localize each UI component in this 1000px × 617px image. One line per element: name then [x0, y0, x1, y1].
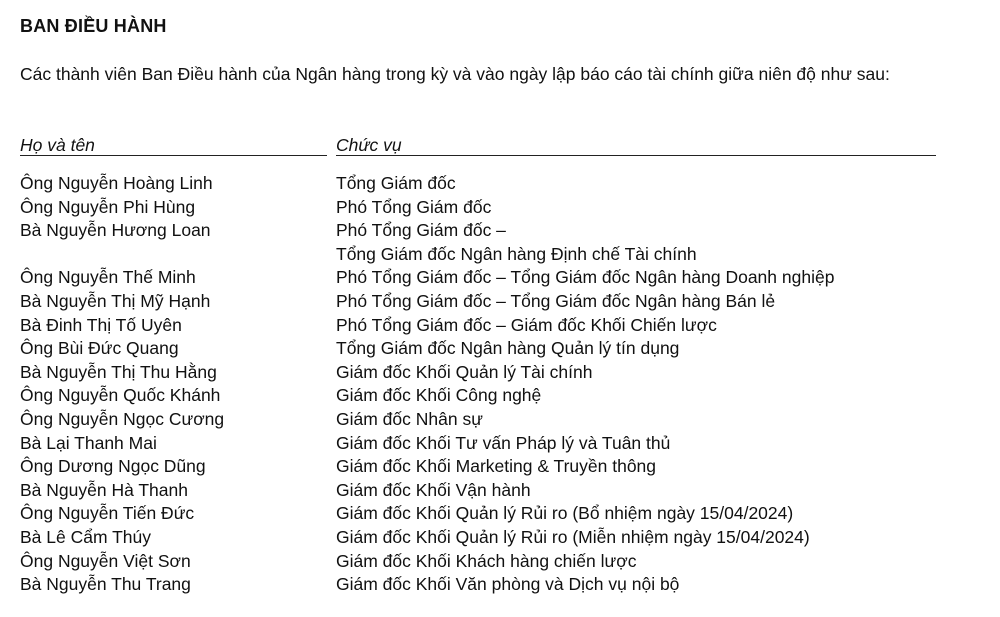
position-line: Giám đốc Khối Quản lý Tài chính — [336, 361, 593, 382]
member-name: Ông Nguyễn Ngọc Cương — [20, 408, 225, 429]
position-line: Giám đốc Khối Văn phòng và Dịch vụ nội bộ — [336, 574, 680, 595]
section-title: BAN ĐIỀU HÀNH — [20, 16, 167, 36]
member-name: Bà Nguyễn Thị Thu Hằng — [20, 361, 217, 382]
table-row — [0, 455, 1000, 479]
header-underline-position — [336, 155, 936, 156]
table-row — [0, 526, 1000, 550]
position-line: Giám đốc Khối Vận hành — [336, 479, 531, 500]
member-name: Ông Dương Ngọc Dũng — [20, 456, 206, 477]
member-position — [336, 432, 976, 456]
table-row — [0, 266, 1000, 290]
position-line: Tổng Giám đốc Ngân hàng Quản lý tín dụng — [336, 338, 680, 359]
position-line: Giám đốc Nhân sự — [336, 408, 483, 429]
table-row — [0, 502, 1000, 526]
member-position — [336, 219, 976, 266]
table-row — [0, 479, 1000, 503]
position-line: Tổng Giám đốc — [336, 173, 456, 193]
member-position — [336, 337, 976, 361]
header-underline-name — [20, 155, 327, 156]
member-position — [336, 172, 976, 196]
member-position — [336, 196, 976, 220]
member-position — [336, 266, 976, 290]
table-row — [0, 337, 1000, 361]
position-line: Phó Tổng Giám đốc — [336, 196, 492, 217]
table-row — [0, 432, 1000, 456]
table-row — [0, 408, 1000, 432]
table-row — [0, 573, 1000, 597]
member-position — [336, 550, 976, 574]
table-row — [0, 384, 1000, 408]
member-position — [336, 502, 976, 526]
position-line: Giám đốc Khối Tư vấn Pháp lý và Tuân thủ — [336, 432, 671, 453]
member-name: Ông Nguyễn Thế Minh — [20, 267, 196, 288]
position-line: Phó Tổng Giám đốc – Tổng Giám đốc Ngân hàng Bán lẻ — [336, 290, 776, 311]
member-position — [336, 526, 976, 550]
column-header-name: Họ và tên — [20, 135, 95, 155]
table-row — [0, 314, 1000, 338]
position-line: Giám đốc Khối Marketing & Truyền thông — [336, 456, 657, 477]
table-row — [0, 550, 1000, 574]
member-name: Bà Nguyễn Hương Loan — [20, 220, 211, 241]
position-line: Phó Tổng Giám đốc – Giám đốc Khối Chiến lược — [336, 314, 717, 335]
member-name: Ông Nguyễn Quốc Khánh — [20, 385, 221, 406]
member-position — [336, 314, 976, 338]
position-line: Phó Tổng Giám đốc – — [336, 220, 506, 241]
position-line: Giám đốc Khối Quản lý Rủi ro (Miễn nhiệm ngày 15/04/2024) — [336, 526, 810, 547]
member-position — [336, 408, 976, 432]
position-line: Phó Tổng Giám đốc – Tổng Giám đốc Ngân hàng Doanh nghiệp — [336, 267, 835, 288]
executive-board-list — [0, 172, 1000, 597]
member-position — [336, 479, 976, 503]
member-name: Ông Nguyễn Tiến Đức — [20, 503, 195, 524]
member-position — [336, 573, 976, 597]
table-row — [0, 361, 1000, 385]
member-name: Ông Nguyễn Việt Sơn — [20, 550, 191, 571]
position-line: Giám đốc Khối Công nghệ — [336, 385, 542, 406]
member-position — [336, 455, 976, 479]
member-name: Bà Lê Cẩm Thúy — [20, 526, 151, 547]
member-position — [336, 384, 976, 408]
intro-paragraph: Các thành viên Ban Điều hành của Ngân hàng trong kỳ và vào ngày lập báo cáo tài chính giữa niên độ như sau: — [20, 64, 890, 84]
table-row — [0, 172, 1000, 196]
column-header-position: Chức vụ — [336, 135, 402, 155]
member-name: Bà Nguyễn Thị Mỹ Hạnh — [20, 290, 211, 311]
member-name: Ông Nguyễn Phi Hùng — [20, 196, 196, 217]
member-name: Ông Bùi Đức Quang — [20, 338, 179, 359]
member-position — [336, 290, 976, 314]
member-name: Bà Nguyễn Thu Trang — [20, 574, 191, 595]
table-row — [0, 290, 1000, 314]
member-position — [336, 361, 976, 385]
member-name: Ông Nguyễn Hoàng Linh — [20, 173, 213, 193]
position-line: Giám đốc Khối Quản lý Rủi ro (Bổ nhiệm ngày 15/04/2024) — [336, 503, 794, 524]
table-row — [0, 219, 1000, 266]
position-line: Giám đốc Khối Khách hàng chiến lược — [336, 550, 637, 571]
member-name: Bà Nguyễn Hà Thanh — [20, 479, 188, 500]
member-name: Bà Đinh Thị Tố Uyên — [20, 314, 182, 335]
table-row — [0, 196, 1000, 220]
position-line: Tổng Giám đốc Ngân hàng Định chế Tài chính — [336, 243, 697, 264]
member-name: Bà Lại Thanh Mai — [20, 432, 157, 453]
